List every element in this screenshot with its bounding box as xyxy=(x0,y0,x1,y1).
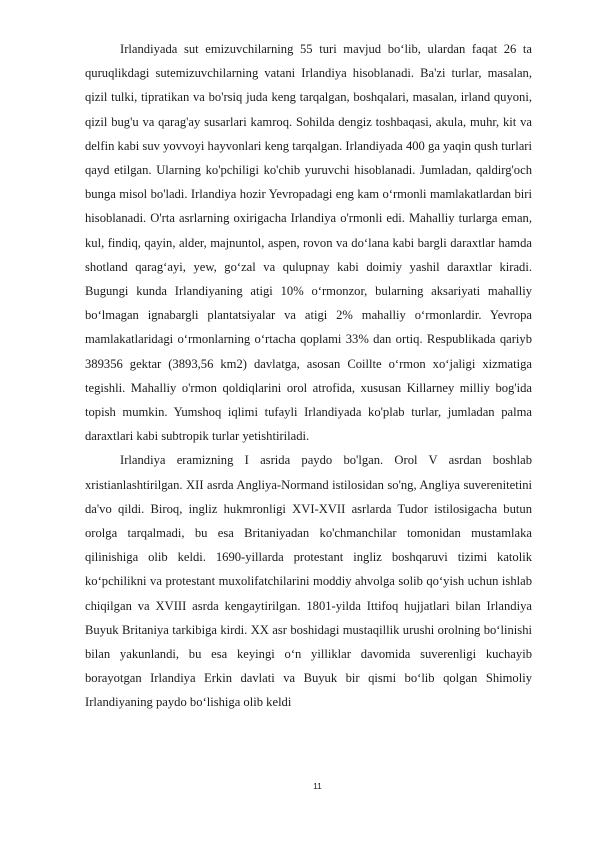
paragraph-history: Irlandiya eramizning I asrida paydo bo'lgan. Orol V asrdan boshlab xristianlashtirilgan. XII asrda Angliya-Normand istilosidan so'ng, Angliya suverenitetini da'vo qildi. Biroq, ingliz hukmronligi XVI-XVII asrlarda Tudor istilosigacha butun orolga tarqalmadi, bu esa Britaniyadan ko'chmanchilar tomonidan mustamlaka qilinishiga olib keldi. 1690-yillarda protestant ingliz boshqaruvi tizimi katolik ko‘pchilikni va protestant muxolifatchilarini moddiy ahvolga solib qo‘yish uchun ishlab chiqilgan va XVIII asrda kengaytirilgan. 1801-yilda Ittifoq hujjatlari bilan Irlandiya Buyuk Britaniya tarkibiga kirdi. XX asr boshidagi mustaqillik urushi orolning bo‘linishi bilan yakunlandi, bu esa keyingi o‘n yilliklar davomida suverenligi kuchayib borayotgan Irlandiya Erkin davlati va Buyuk bir qismi bo‘lib qolgan Shimoliy Irlandiyaning paydo bo‘lishiga olib keldi xyxy=(85,453,532,710)
page-number: 11 xyxy=(313,781,322,791)
body-text xyxy=(85,37,532,715)
paragraph-fauna-flora: Irlandiyada sut emizuvchilarning 55 turi mavjud bo‘lib, ulardan faqat 26 ta quruqlikdagi sutemizuvchilarning vatani Irlandiya hisoblanadi. Ba'zi turlar, masalan, qizil tulki, tipratikan va bo'rsiq juda keng tarqalgan, boshqalari, masalan, irland quyoni, qizil bug'u va qarag'ay susarlari kamroq. Sohilda dengiz toshbaqasi, akula, muhr, kit va delfin kabi suv yovvoyi hayvonlari keng tarqalgan. Irlandiyada 400 ga yaqin qush turlari qayd etilgan. Ularning ko'pchiligi ko'chib yuruvchi hisoblanadi. Jumladan, qaldirg'och bunga misol bo'ladi. Irlandiya hozir Yevropadagi eng kam o‘rmonli mamlakatlardan biri hisoblanadi. O'rta asrlarning oxirigacha Irlandiya o'rmonli edi. Mahalliy turlarga eman, kul, findiq, qayin, alder, majnuntol, aspen, rovon va do‘lana kabi bargli daraxtlar hamda shotland qarag‘ayi, yew, go‘zal va qulupnay kabi doimiy yashil daraxtlar kiradi. Bugungi kunda Irlandiyaning atigi 10% o‘rmonzor, bularning aksariyati mahalliy bo‘lmagan ignabargli plantatsiyalar va atigi 2% mahalliy o‘rmonlardir. Yevropa mamlakatlaridagi o‘rmonlarning o‘rtacha qoplami 33% dan ortiq. Respublikada qariyb 389356 gektar (3893,56 km2) davlatga, asosan Coillte o‘rmon xo‘jaligi xizmatiga tegishli. Mahalliy o'rmon qoldiqlarini orol atrofida, xususan Killarney milliy bog'ida topish mumkin. Yumshoq iqlimi tufayli Irlandiyada ko'plab turlar, jumladan palma daraxtlari kabi subtropik turlar yetishtiriladi. xyxy=(85,42,532,444)
